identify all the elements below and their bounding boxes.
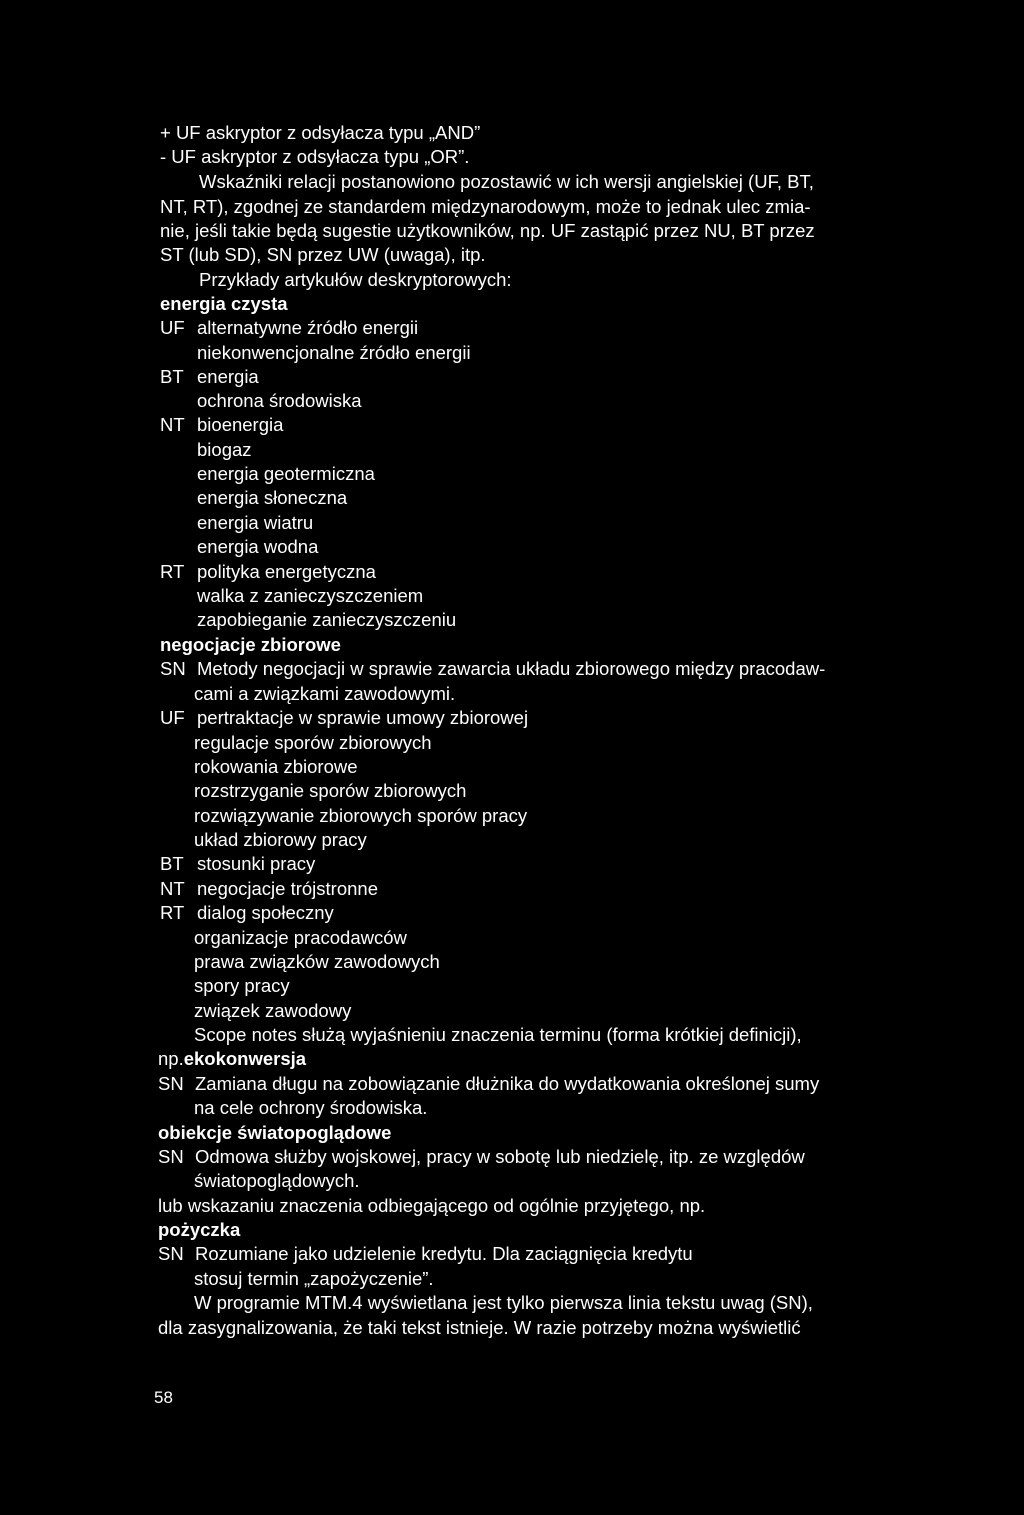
related-term: energia geotermiczna: [197, 463, 375, 484]
entry-term: pożyczka: [158, 1219, 241, 1240]
related-term: rokowania zbiorowe: [194, 756, 358, 777]
related-term: negocjacje trójstronne: [197, 878, 378, 899]
related-term: rozstrzyganie sporów zbiorowych: [194, 780, 467, 801]
related-term: pertraktacje w sprawie umowy zbiorowej: [197, 707, 529, 728]
scope-note: światopoglądowych.: [194, 1170, 360, 1191]
related-term: bioenergia: [197, 414, 284, 435]
entry-term: obiekcje światopoglądowe: [158, 1122, 392, 1143]
intro-line: NT, RT), zgodnej ze standardem międzynarodowym, może to jednak ulec zmia-: [160, 196, 811, 217]
scope-note: stosuj termin „zapożyczenie”.: [194, 1268, 434, 1289]
relation-tag: BT: [160, 853, 184, 874]
relation-line-rt: [160, 560, 376, 584]
relation-tag: SN: [160, 658, 186, 679]
related-term: organizacje pracodawców: [194, 927, 407, 948]
related-term: walka z zanieczyszczeniem: [197, 585, 424, 606]
scope-note: Metody negocjacji w sprawie zawarcia układu zbiorowego między pracodaw-: [197, 658, 826, 679]
scope-notes-text: lub wskazaniu znaczenia odbiegającego od ogólnie przyjętego, np.: [158, 1195, 706, 1216]
intro-line: ST (lub SD), SN przez UW (uwaga), itp.: [160, 244, 486, 265]
related-term: energia: [197, 366, 259, 387]
related-term: alternatywne źródło energii: [197, 317, 419, 338]
scope-note: na cele ochrony środowiska.: [194, 1097, 428, 1118]
np-prefix: np.: [158, 1048, 184, 1069]
relation-tag: RT: [160, 561, 185, 582]
page-number: 58: [154, 1388, 173, 1407]
related-term: spory pracy: [194, 975, 290, 996]
closing-line: dla zasygnalizowania, że taki tekst istnieje. W razie potrzeby można wyświetlić: [158, 1317, 801, 1338]
relation-line-nt: [160, 877, 378, 901]
relation-line-nt: [160, 413, 283, 437]
related-term: układ zbiorowy pracy: [194, 829, 367, 850]
scope-note: Rozumiane jako udzielenie kredytu. Dla zaciągnięcia kredytu: [195, 1243, 693, 1264]
entry-term: ekokonwersja: [183, 1048, 307, 1069]
related-term: biogaz: [197, 439, 252, 460]
intro-line: nie, jeśli takie będą sugestie użytkowników, np. UF zastąpić przez NU, BT przez: [160, 220, 815, 241]
related-term: stosunki pracy: [197, 853, 316, 874]
relation-tag: BT: [160, 366, 184, 387]
relation-line-uf: [160, 316, 418, 340]
relation-line-rt: [160, 901, 334, 925]
related-term: prawa związków zawodowych: [194, 951, 440, 972]
intro-line: - UF askryptor z odsyłacza typu „OR”.: [160, 146, 470, 167]
related-term: dialog społeczny: [197, 902, 334, 923]
related-term: regulacje sporów zbiorowych: [194, 732, 432, 753]
relation-line-bt: [160, 365, 259, 389]
closing-line: W programie MTM.4 wyświetlana jest tylko pierwsza linia tekstu uwag (SN),: [194, 1292, 813, 1313]
relation-tag: SN: [158, 1073, 184, 1094]
scope-note: Zamiana długu na zobowiązanie dłużnika do wydatkowania określonej sumy: [195, 1073, 820, 1094]
relation-tag: UF: [160, 707, 185, 728]
related-term: ochrona środowiska: [197, 390, 362, 411]
entry-term: energia czysta: [160, 293, 288, 314]
related-term: energia wodna: [197, 536, 319, 557]
relation-tag: SN: [158, 1243, 184, 1264]
scope-note: cami a związkami zawodowymi.: [194, 683, 456, 704]
related-term: niekonwencjonalne źródło energii: [197, 342, 471, 363]
examples-intro: Przykłady artykułów deskryptorowych:: [199, 269, 512, 290]
relation-tag: UF: [160, 317, 185, 338]
relation-line-sn: [158, 1072, 819, 1096]
relation-line-sn: [158, 1242, 693, 1266]
relation-line-uf: [160, 706, 528, 730]
related-term: rozwiązywanie zbiorowych sporów pracy: [194, 805, 528, 826]
related-term: energia wiatru: [197, 512, 314, 533]
relation-line-sn: [160, 657, 825, 681]
intro-line: + UF askryptor z odsyłacza typu „AND”: [160, 122, 481, 143]
related-term: energia słoneczna: [197, 487, 348, 508]
relation-tag: NT: [160, 414, 185, 435]
relation-tag: RT: [160, 902, 185, 923]
related-term: związek zawodowy: [194, 1000, 352, 1021]
related-term: zapobieganie zanieczyszczeniu: [197, 609, 457, 630]
relation-line-bt: [160, 852, 315, 876]
related-term: polityka energetyczna: [197, 561, 376, 582]
relation-tag: NT: [160, 878, 185, 899]
entry-term: negocjacje zbiorowe: [160, 634, 341, 655]
intro-line: Wskaźniki relacji postanowiono pozostawić w ich wersji angielskiej (UF, BT,: [199, 171, 814, 192]
scope-notes-text: Scope notes służą wyjaśnieniu znaczenia terminu (forma krótkiej definicji),: [194, 1024, 802, 1045]
np-ekokonwersja-line: [158, 1047, 306, 1071]
relation-line-sn: [158, 1145, 805, 1169]
scope-note: Odmowa służby wojskowej, pracy w sobotę lub niedzielę, itp. ze względów: [195, 1146, 805, 1167]
relation-tag: SN: [158, 1146, 184, 1167]
